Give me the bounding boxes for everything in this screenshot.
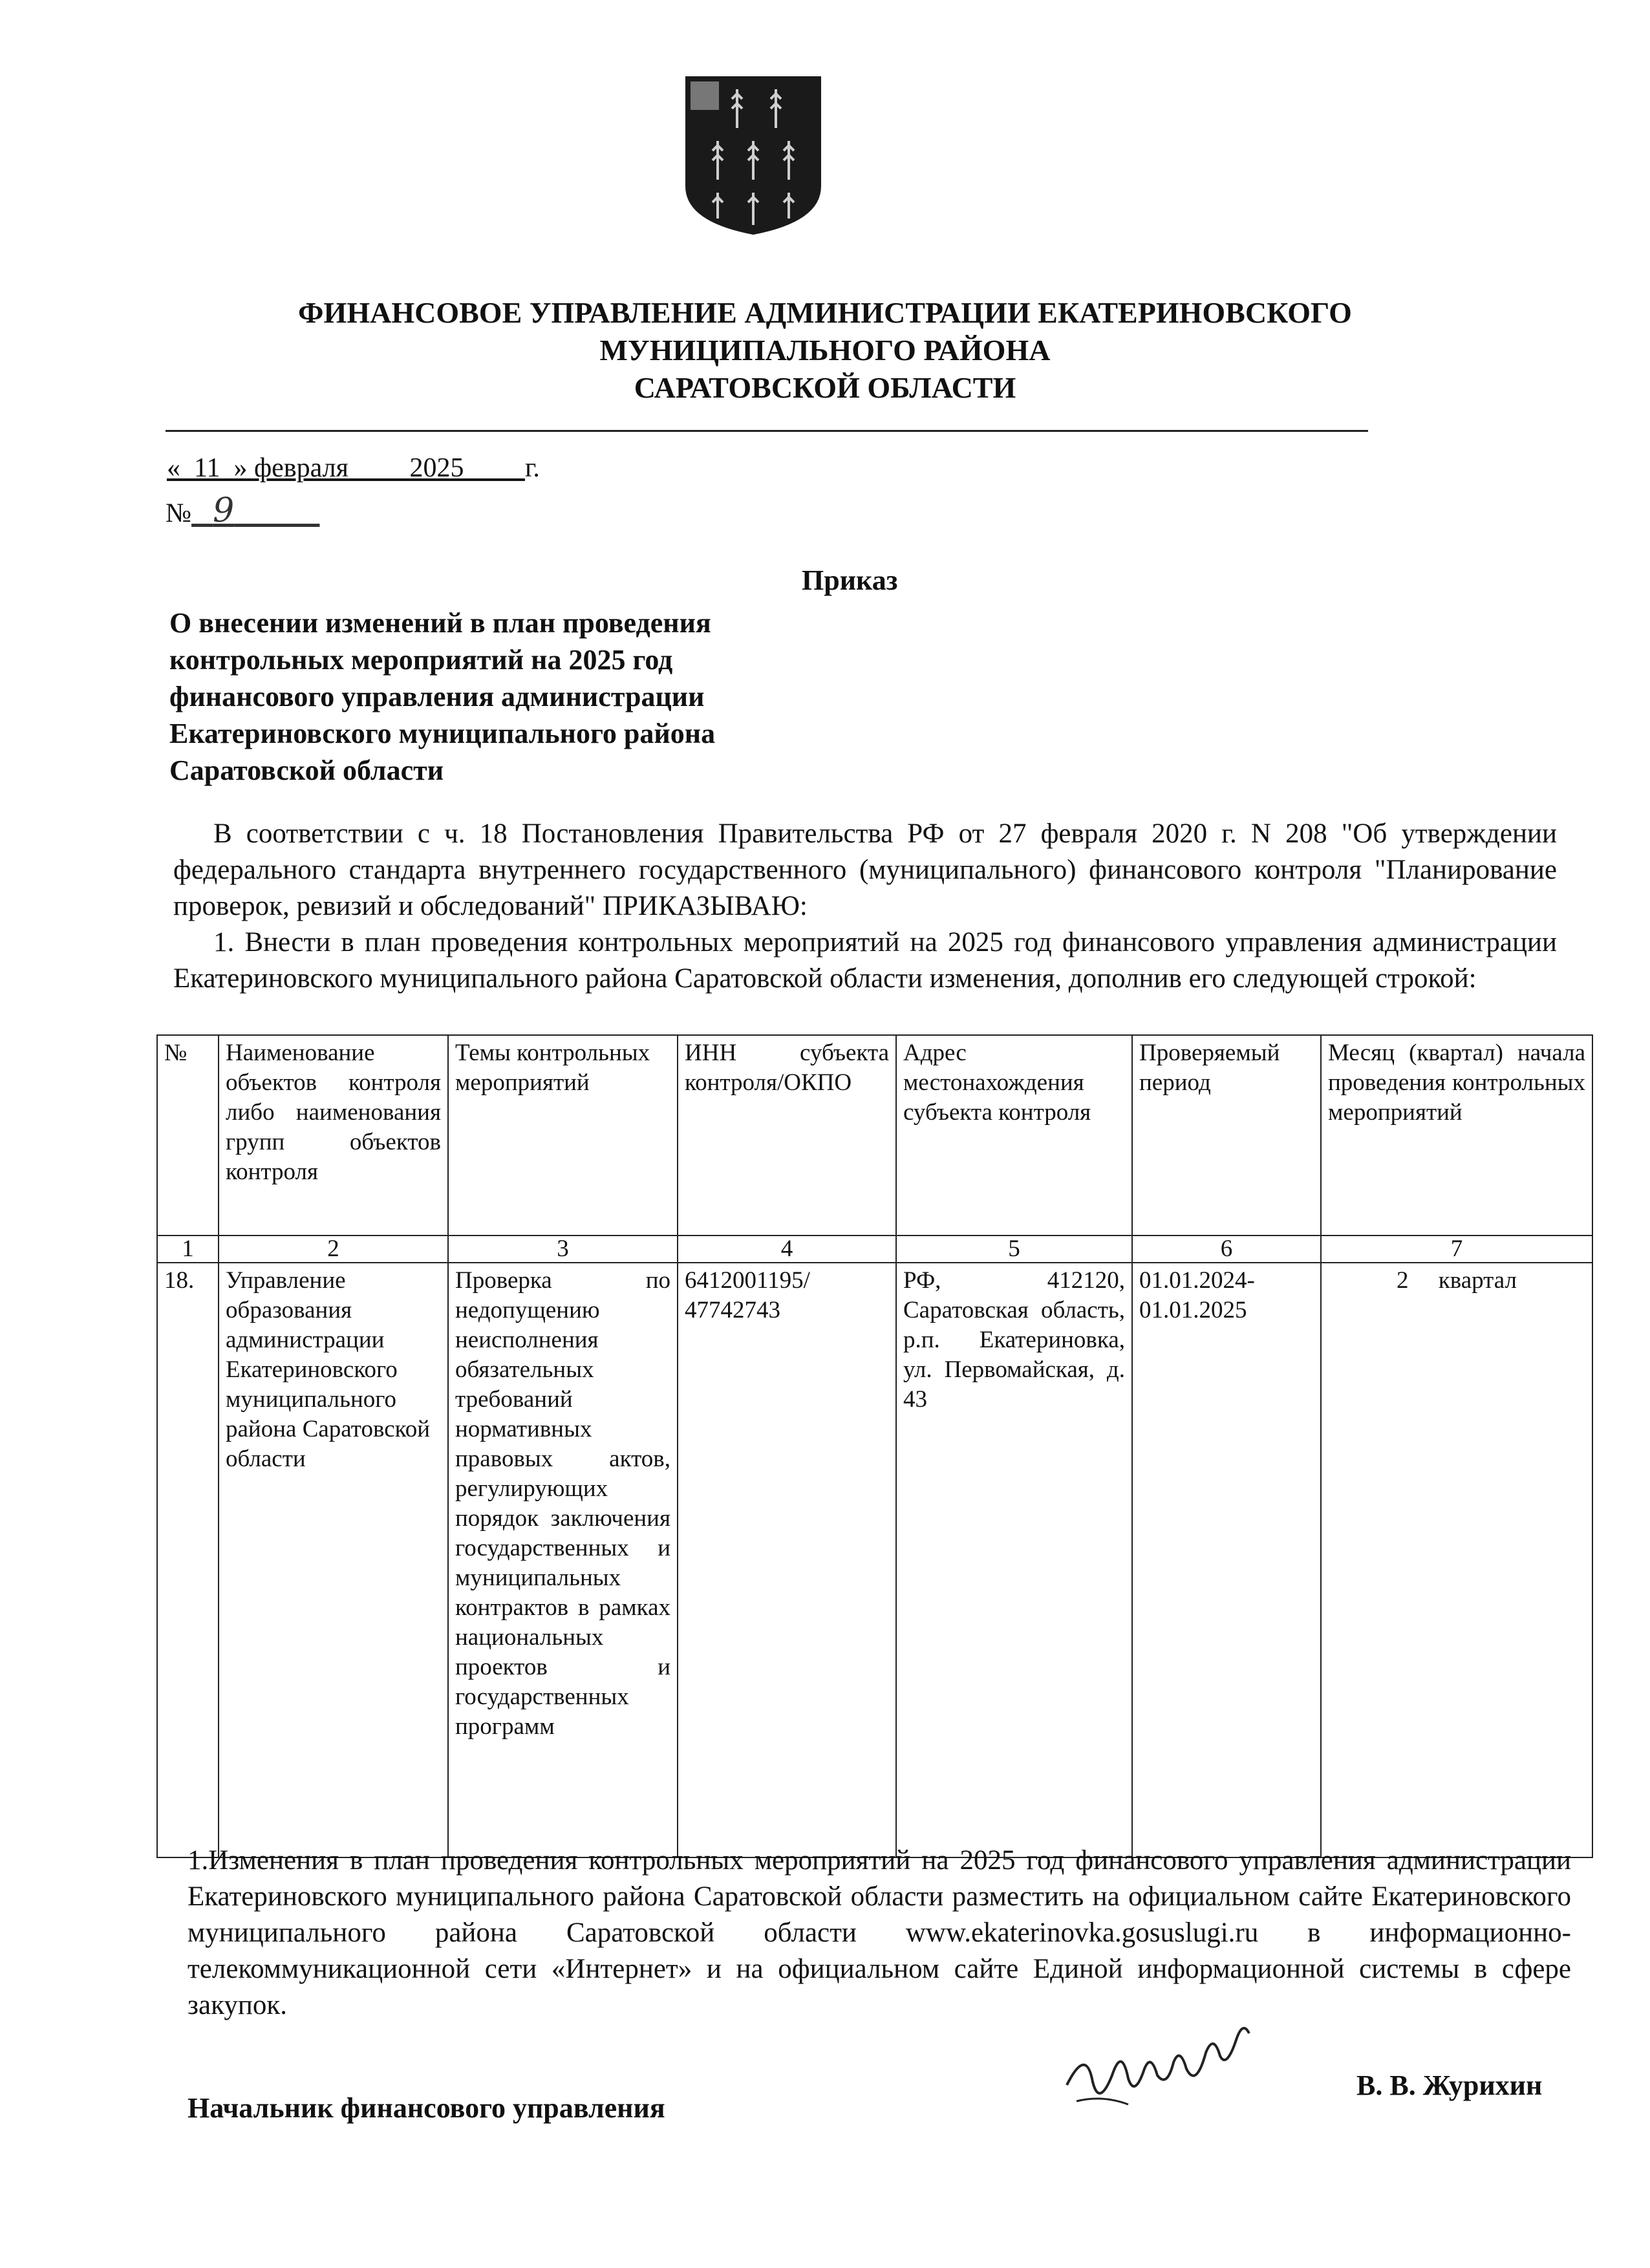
row-number: 18. <box>157 1263 219 1857</box>
order-number: № 9 <box>166 491 235 530</box>
order-month: февраля <box>253 453 348 483</box>
order-day: 11 <box>194 453 220 483</box>
publication-clause: 1.Изменения в план проведения контрольных мероприятий на 2025 год финансового управления администрации Екатериновского муниципального района Саратовской области разместить на официальном сайте Екатериновского муниципального района Саратовской области www.ekaterinovka.gosuslugi.ru в информационно-телекоммуникационной сети «Интернет» и на официальном сайте Единой информационной системы в сфере закупок. <box>188 1845 1571 2020</box>
coat-of-arms-emblem <box>679 70 828 238</box>
header-cell: Проверяемый период <box>1132 1035 1321 1236</box>
audited-period: 01.01.2024- 01.01.2025 <box>1132 1263 1321 1857</box>
org-name-line-3: САРАТОВСКОЙ ОБЛАСТИ <box>634 371 1016 404</box>
preamble-paragraph: В соответствии с ч. 18 Постановления Правительства РФ от 27 февраля 2020 г. N 208 "Об утверждении федерального стандарта внутреннего государственного (муниципального) финансового контроля "Планирование проверок, ревизий и обследований" ПРИКАЗЫВАЮ: <box>173 818 1557 921</box>
column-number: 5 <box>896 1236 1132 1263</box>
header-divider <box>166 430 1368 432</box>
header-cell: Месяц (квартал) начала проведения контрольных мероприятий <box>1321 1035 1592 1236</box>
header-cell: Темы контрольных мероприятий <box>448 1035 678 1236</box>
year-suffix: г. <box>524 453 540 483</box>
org-name-line-2: МУНИЦИПАЛЬНОГО РАЙОНА <box>599 334 1051 367</box>
control-topic: Проверка по недопущению неисполнения обязательных требований нормативных правовых актов, регулирующих порядок заключения государственных и муниципальных контрактов в рамках национальных проектов и государственных программ <box>448 1263 678 1857</box>
order-date: « 11 » февраля 2025 г. <box>167 453 540 483</box>
column-number: 6 <box>1132 1236 1321 1263</box>
order-number-value: 9 <box>213 491 235 530</box>
signatory-name: В. В. Журихин <box>1356 2070 1543 2101</box>
column-number: 2 <box>219 1236 448 1263</box>
column-number-row <box>157 1236 1592 1263</box>
inn-okpo: 6412001195/ 47742743 <box>678 1263 896 1857</box>
header-cell: Адрес местонахождения субъекта контроля <box>896 1035 1132 1236</box>
header-cell: Наименование объектов контроля либо наименования групп объектов контроля <box>219 1035 448 1236</box>
document-type: Приказ <box>802 564 898 596</box>
column-number: 7 <box>1321 1236 1592 1263</box>
table-header-row <box>157 1035 1592 1236</box>
order-year: 2025 <box>409 453 464 483</box>
order-subject: О внесении изменений в план проведения контрольных мероприятий на 2025 год финансового управления администрации Екатериновского муниципального района Саратовской области <box>169 607 716 786</box>
column-number: 3 <box>448 1236 678 1263</box>
control-plan-table <box>156 1034 1593 1858</box>
header-cell: № <box>157 1035 219 1236</box>
header-cell: ИНН субъекта контроля/ОКПО <box>678 1035 896 1236</box>
clause-1-paragraph: 1. Внести в план проведения контрольных мероприятий на 2025 год финансового управления администрации Екатериновского муниципального района Саратовской области изменения, дополнив его следующей строкой: <box>173 927 1557 994</box>
table-row <box>157 1263 1592 1857</box>
control-object: Управление образования администрации Екатериновского муниципального района Саратовской области <box>219 1263 448 1857</box>
column-number: 4 <box>678 1236 896 1263</box>
column-number: 1 <box>157 1236 219 1263</box>
subject-address: РФ, 412120, Саратовская область, р.п. Екатериновка, ул. Первомайская, д. 43 <box>896 1263 1132 1857</box>
handwritten-signature <box>1054 2024 1287 2121</box>
start-quarter: 2 квартал <box>1321 1263 1592 1857</box>
org-name-line-1: ФИНАНСОВОЕ УПРАВЛЕНИЕ АДМИНИСТРАЦИИ ЕКАТЕРИНОВСКОГО <box>298 296 1352 329</box>
signatory-title: Начальник финансового управления <box>188 2092 665 2124</box>
